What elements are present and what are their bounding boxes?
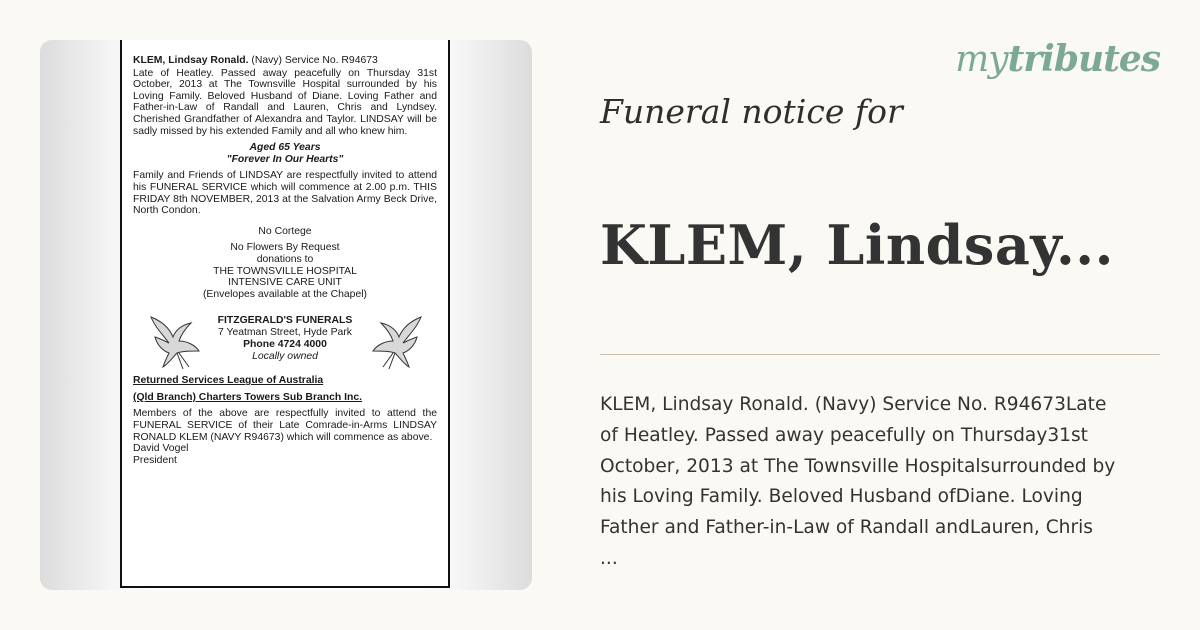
- notice-no-flowers: No Flowers By Request: [230, 242, 340, 254]
- funerals-address: 7 Yeatman Street, Hyde Park: [217, 327, 352, 339]
- notice-signer-title: President: [133, 454, 177, 466]
- funerals-owned: Locally owned: [252, 351, 318, 363]
- notice-icu: INTENSIVE CARE UNIT: [228, 277, 342, 289]
- notice-signer: David Vogel: [133, 443, 189, 455]
- notice-name-line: [133, 55, 437, 67]
- rsl-heading-1: Returned Services League of Australia: [133, 375, 324, 387]
- excerpt-line: ...: [600, 547, 618, 569]
- notice-no-cortege: No Cortege: [258, 225, 312, 237]
- notice-forever: "Forever In Our Hearts": [226, 153, 344, 165]
- funerals-phone: Phone 4724 4000: [243, 339, 327, 351]
- funerals-name: FITZGERALD'S FUNERALS: [217, 315, 353, 327]
- notice-paragraph-3: Members of the above are respectfully invited to attend the FUNERAL SERVICE of their Late Comrade-in-Arms LINDSAY RONALD KLEM (NAVY R94673) which will commence as above.: [133, 408, 437, 443]
- notice-hospital: THE TOWNSVILLE HOSPITAL: [213, 265, 357, 277]
- rsl-heading-2: (Qld Branch) Charters Towers Sub Branch Inc.: [133, 391, 363, 403]
- excerpt-line: of Heatley. Passed away peacefully on Thursday31st: [600, 424, 1088, 446]
- excerpt-line: Father and Father-in-Law of Randall andLauren, Chris: [600, 517, 1093, 539]
- notice-paragraph-2: Family and Friends of LINDSAY are respectfully invited to attend his FUNERAL SERVICE which will commence at 2.00 p.m. THIS FRIDAY 8th NOVEMBER, 2013 at the Salvation Army Beck Drive, North Condon.: [133, 170, 437, 217]
- notice-image-card: [40, 40, 532, 590]
- funeral-director-block: [133, 311, 437, 375]
- funeral-notice-clipping: [120, 40, 450, 588]
- page-title: KLEM, Lindsay...: [600, 213, 1114, 277]
- divider: [600, 354, 1160, 355]
- notice-name: KLEM, Lindsay Ronald.: [133, 55, 249, 66]
- notice-aged: Aged 65 Years: [249, 142, 321, 154]
- notice-donations: donations to: [256, 253, 314, 265]
- excerpt-line: his Loving Family. Beloved Husband ofDiane. Loving: [600, 486, 1083, 508]
- mytributes-logo[interactable]: mytributes: [955, 38, 1160, 80]
- page-subtitle: Funeral notice for: [600, 92, 903, 131]
- notice-excerpt: [600, 390, 1155, 575]
- excerpt-line: October, 2013 at The Townsville Hospitalsurrounded by: [600, 455, 1116, 477]
- excerpt-line: KLEM, Lindsay Ronald. (Navy) Service No. R94673Late: [600, 394, 1107, 415]
- notice-paragraph-1: Late of Heatley. Passed away peacefully on Thursday 31st October, 2013 at The Townsville Hospital surrounded by his Loving Family. Beloved Husband of Diane. Loving Father and Father-in-Law of Randall and Lauren, Chris and Lyndsey. Cherished Grandfather of Alexandra and Taylor. LINDSAY will be sadly missed by his extended Family and all who knew him.: [133, 67, 437, 137]
- notice-envelopes: (Envelopes available at the Chapel): [202, 288, 368, 300]
- notice-service-no: (Navy) Service No. R94673: [248, 55, 378, 66]
